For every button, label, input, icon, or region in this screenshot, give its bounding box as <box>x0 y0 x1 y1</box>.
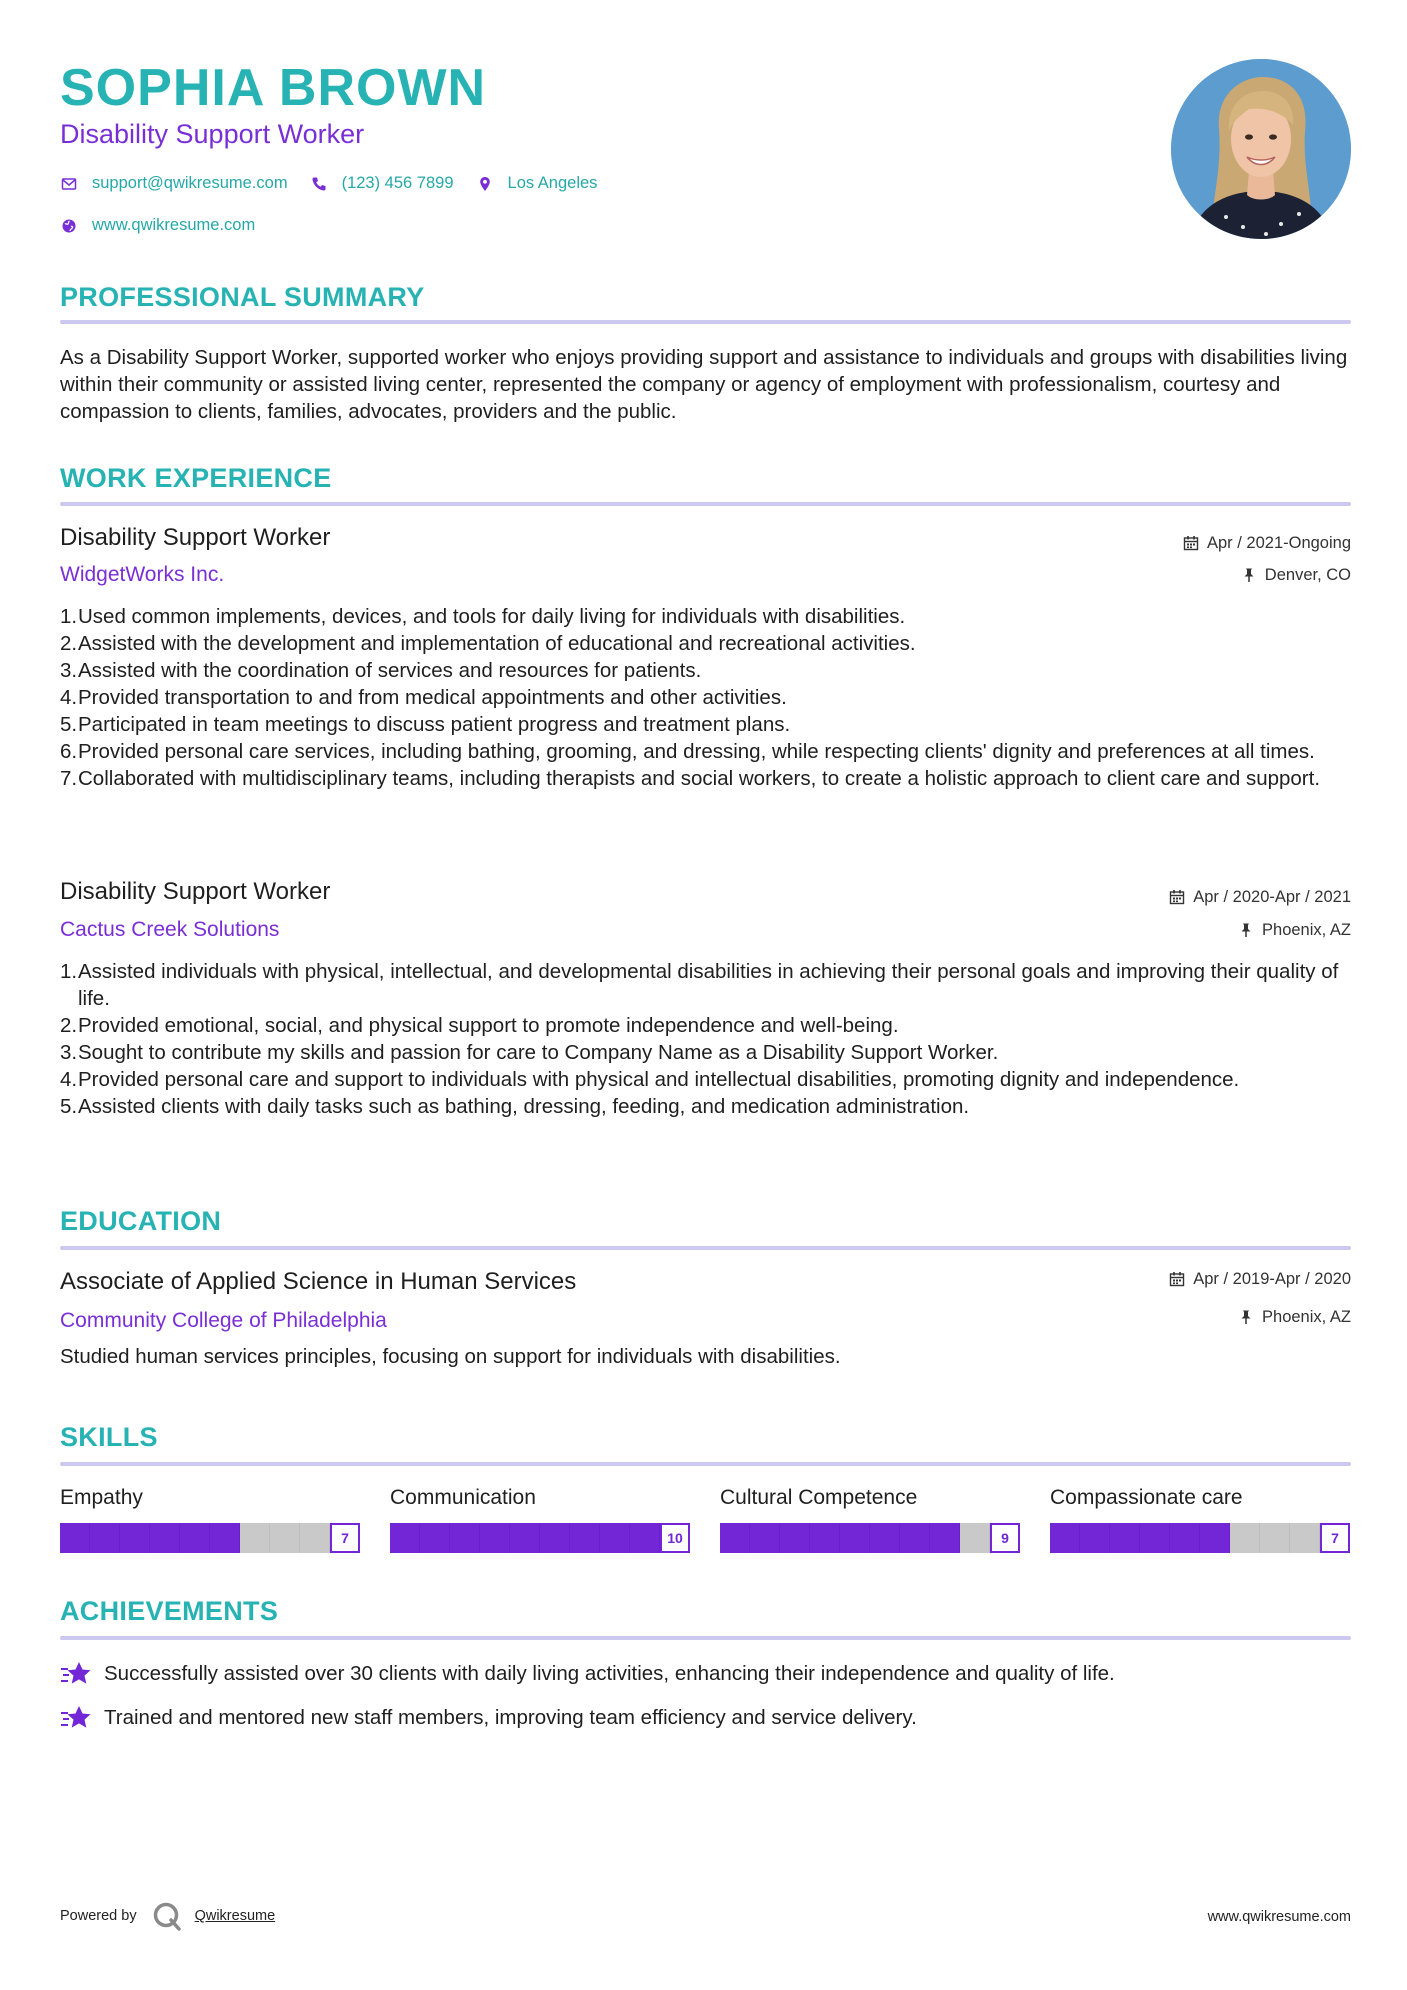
section-title-achievements: ACHIEVEMENTS <box>60 1596 279 1626</box>
list-item: Provided transportation to and from medical appointments and other activities. <box>78 686 787 709</box>
skill-name: Cultural Competence <box>720 1486 918 1509</box>
skill-name: Empathy <box>60 1486 143 1509</box>
skill-bar-segment <box>90 1523 120 1553</box>
skill-bar-segment <box>270 1523 300 1553</box>
website-text: www.qwikresume.com <box>92 216 256 234</box>
skill-level-badge: 10 <box>660 1523 690 1553</box>
contact-email[interactable] <box>60 174 288 193</box>
skill-item <box>720 1486 1020 1546</box>
list-item: Assisted with the coordination of services and resources for patients. <box>78 659 702 682</box>
skill-name: Compassionate care <box>1050 1486 1243 1509</box>
job-duties-list <box>60 603 1351 792</box>
calendar-icon <box>1169 889 1185 905</box>
contact-phone[interactable] <box>310 174 454 193</box>
skill-bar-segment <box>720 1523 750 1553</box>
skill-bar-segment <box>840 1523 870 1553</box>
list-item: Provided personal care services, including bathing, grooming, and dressing, while respecting clients' dignity and preferences at all times. <box>78 740 1315 763</box>
degree-title: Associate of Applied Science in Human Services <box>60 1268 577 1295</box>
skill-bar-segment <box>1290 1523 1320 1553</box>
skill-name: Communication <box>390 1486 536 1509</box>
candidate-name: SOPHIA BROWN <box>60 59 487 117</box>
list-item: Assisted with the development and implementation of educational and recreational activities. <box>78 632 916 655</box>
skill-level-badge: 9 <box>990 1523 1020 1553</box>
email-text: support@qwikresume.com <box>92 174 288 192</box>
footer-website[interactable]: www.qwikresume.com <box>1207 1909 1351 1925</box>
list-item: Assisted individuals with physical, intellectual, and developmental disabilities in achieving their personal goals and improving their quality of life. <box>78 960 1339 1010</box>
education-description: Studied human services principles, focusing on support for individuals with disabilities. <box>60 1345 841 1368</box>
star-icon <box>60 1704 92 1732</box>
skill-bar-segment <box>1170 1523 1200 1553</box>
phone-text: (123) 456 7899 <box>341 174 454 192</box>
skill-bar-segment <box>450 1523 480 1553</box>
candidate-role: Disability Support Worker <box>60 119 365 149</box>
footer-powered-by <box>60 1900 275 1932</box>
skill-level-bar <box>60 1523 360 1553</box>
list-item: Provided emotional, social, and physical support to promote independence and well-being. <box>78 1014 899 1037</box>
calendar-icon <box>1183 535 1199 551</box>
resume-page <box>60 0 1351 1990</box>
section-title-summary: PROFESSIONAL SUMMARY <box>60 282 425 312</box>
powered-by-label: Powered by <box>60 1908 137 1924</box>
list-item: Collaborated with multidisciplinary teams, including therapists and social workers, to create a holistic approach to client care and support. <box>78 767 1321 790</box>
skill-bar-segment <box>960 1523 990 1553</box>
skill-bar-segment <box>1260 1523 1290 1553</box>
skill-bar-segment <box>150 1523 180 1553</box>
job-location <box>1238 922 1351 939</box>
section-title-skills: SKILLS <box>60 1422 158 1452</box>
section-title-education: EDUCATION <box>60 1206 222 1236</box>
skill-bar-segment <box>240 1523 270 1553</box>
education-location-text: Phoenix, AZ <box>1262 1308 1351 1326</box>
list-item: Participated in team meetings to discuss patient progress and treatment plans. <box>78 713 791 736</box>
job-location-text: Denver, CO <box>1264 566 1351 584</box>
company-name: WidgetWorks Inc. <box>60 563 225 586</box>
skill-bar-segment <box>300 1523 330 1553</box>
skill-item <box>1050 1486 1350 1546</box>
qwikresume-logo-icon <box>151 1900 183 1932</box>
skill-bar-segment <box>60 1523 90 1553</box>
skill-level-bar <box>1050 1523 1350 1553</box>
job-date <box>1183 535 1351 552</box>
section-divider <box>60 320 1351 324</box>
skill-item <box>390 1486 690 1546</box>
section-divider <box>60 1246 1351 1250</box>
skill-level-badge: 7 <box>330 1523 360 1553</box>
skill-level-badge: 7 <box>1320 1523 1350 1553</box>
skill-level-bar <box>390 1523 690 1553</box>
skill-bar-segment <box>870 1523 900 1553</box>
location-text: Los Angeles <box>507 174 598 192</box>
education-date-text: Apr / 2019-Apr / 2020 <box>1193 1270 1351 1288</box>
section-divider <box>60 1462 1351 1466</box>
achievement-item <box>60 1704 917 1732</box>
skill-bar-segment <box>1230 1523 1260 1553</box>
skill-bar-segment <box>780 1523 810 1553</box>
skill-bar-segment <box>600 1523 630 1553</box>
profile-photo <box>1171 59 1351 239</box>
job-title: Disability Support Worker <box>60 524 331 551</box>
achievement-text: Successfully assisted over 30 clients with daily living activities, enhancing their independence and quality of life. <box>104 1662 1115 1685</box>
skill-bar-segment <box>510 1523 540 1553</box>
skill-item <box>60 1486 360 1546</box>
section-title-experience: WORK EXPERIENCE <box>60 463 332 493</box>
pushpin-icon <box>1241 567 1257 583</box>
skill-bar-segment <box>120 1523 150 1553</box>
contact-row-website <box>60 216 277 235</box>
education-location <box>1238 1309 1351 1326</box>
skill-bar-segment <box>480 1523 510 1553</box>
skill-bar-segment <box>1110 1523 1140 1553</box>
list-item: Used common implements, devices, and tools for daily living for individuals with disabilities. <box>78 605 906 628</box>
phone-icon <box>310 175 328 193</box>
skill-bar-segment <box>210 1523 240 1553</box>
skill-bar-segment <box>1080 1523 1110 1553</box>
job-title: Disability Support Worker <box>60 878 331 905</box>
contact-website[interactable] <box>60 216 255 235</box>
skill-bar-segment <box>630 1523 660 1553</box>
skill-level-bar <box>720 1523 1020 1553</box>
skill-bar-segment <box>540 1523 570 1553</box>
star-icon <box>60 1660 92 1688</box>
achievement-text: Trained and mentored new staff members, improving team efficiency and service delivery. <box>104 1706 917 1729</box>
school-name: Community College of Philadelphia <box>60 1309 387 1332</box>
skill-bar-segment <box>930 1523 960 1553</box>
job-date-text: Apr / 2020-Apr / 2021 <box>1193 888 1351 906</box>
skill-bar-segment <box>1200 1523 1230 1553</box>
skill-bar-segment <box>900 1523 930 1553</box>
list-item: Provided personal care and support to individuals with physical and intellectual disabilities, promoting dignity and independence. <box>78 1068 1240 1091</box>
skill-bar-segment <box>1050 1523 1080 1553</box>
contact-location <box>476 174 598 193</box>
section-divider <box>60 502 1351 506</box>
skill-bar-segment <box>810 1523 840 1553</box>
achievement-item <box>60 1660 1115 1688</box>
job-date <box>1169 889 1351 906</box>
contact-row <box>60 174 619 193</box>
skill-bar-segment <box>570 1523 600 1553</box>
map-pin-icon <box>476 175 494 193</box>
list-item: Sought to contribute my skills and passion for care to Company Name as a Disability Support Worker. <box>78 1041 999 1064</box>
skill-bar-segment <box>1140 1523 1170 1553</box>
skill-bar-segment <box>750 1523 780 1553</box>
job-duties-list <box>60 958 1351 1120</box>
envelope-icon <box>60 175 78 193</box>
skill-bar-segment <box>390 1523 420 1553</box>
summary-text: As a Disability Support Worker, supported worker who enjoys providing support and assistance to individuals and groups with disabilities living within their community or assisted living center, represented the company or agency of employment with professionalism, courtesy and compassion to clients, families, advocates, providers and the public. <box>60 346 1348 423</box>
list-item: Assisted clients with daily tasks such as bathing, dressing, feeding, and medication administration. <box>78 1095 970 1118</box>
calendar-icon <box>1169 1271 1185 1287</box>
pushpin-icon <box>1238 922 1254 938</box>
pushpin-icon <box>1238 1309 1254 1325</box>
skill-bar-segment <box>420 1523 450 1553</box>
job-location <box>1241 567 1351 584</box>
skill-bar-segment <box>180 1523 210 1553</box>
company-name: Cactus Creek Solutions <box>60 918 280 941</box>
job-date-text: Apr / 2021-Ongoing <box>1206 534 1351 552</box>
brand-link[interactable]: Qwikresume <box>194 1908 276 1924</box>
section-divider <box>60 1636 1351 1640</box>
education-date <box>1169 1271 1351 1288</box>
globe-icon <box>60 217 78 235</box>
job-location-text: Phoenix, AZ <box>1262 921 1351 939</box>
